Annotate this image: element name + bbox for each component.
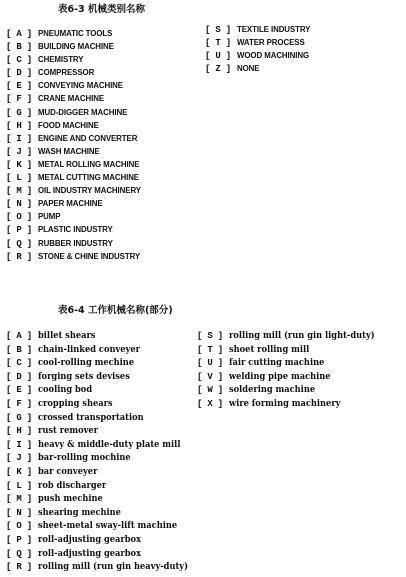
list-item	[197, 371, 391, 385]
item-name: shoet rolling mill	[229, 343, 310, 355]
item-code: [ H ]	[6, 120, 33, 131]
list-item	[6, 480, 205, 494]
item-name: wire forming machinery	[229, 397, 341, 409]
item-name: sheet-metal sway-lift machine	[38, 520, 178, 532]
item-code: [ B ]	[6, 42, 33, 53]
item-code: [ T ]	[197, 344, 224, 355]
item-code: [ N ]	[6, 507, 33, 518]
item-code: [ A ]	[6, 29, 33, 39]
list-item	[197, 357, 391, 371]
list-item	[6, 107, 150, 120]
item-code: [ N ]	[6, 199, 33, 210]
list-item	[6, 357, 205, 371]
list-item	[6, 185, 150, 198]
item-name: COMPRESSOR	[38, 67, 95, 78]
list-item	[6, 561, 205, 575]
item-code: [ I ]	[6, 133, 33, 144]
item-name: welding pipe machine	[229, 370, 331, 382]
list-item	[6, 41, 150, 54]
list-item	[6, 466, 205, 480]
item-code: [ M ]	[6, 494, 33, 505]
list-item	[6, 452, 205, 466]
list-item	[6, 534, 205, 548]
list-item	[6, 520, 205, 534]
item-name: roll-adjusting gearbox	[38, 547, 142, 559]
list-item	[6, 159, 150, 172]
item-name: FOOD MACHINE	[38, 119, 99, 130]
list-item	[6, 224, 150, 237]
item-name: WOOD MACHINING	[237, 50, 310, 61]
item-name: MUD-DIGGER MACHINE	[38, 106, 128, 117]
item-code: [ X ]	[197, 398, 224, 409]
list-item	[6, 238, 150, 251]
item-name: bar conveyer	[38, 465, 98, 477]
item-code: [ T ]	[205, 38, 232, 49]
item-code: [ G ]	[6, 412, 33, 423]
item-name: cropping shears	[38, 397, 113, 409]
item-name: chain-linked conveyer	[38, 343, 140, 355]
item-name: forging sets devises	[38, 370, 130, 382]
item-code: [ I ]	[6, 439, 33, 450]
item-name: BUILDING MACHINE	[38, 41, 114, 52]
item-code: [ F ]	[6, 94, 33, 105]
item-code: [ O ]	[6, 212, 33, 223]
list-item	[205, 24, 317, 37]
item-name: METAL ROLLING MACHINE	[38, 158, 140, 169]
item-name: PAPER MACHINE	[38, 198, 103, 209]
list-item	[6, 425, 205, 439]
item-name: NONE	[237, 63, 260, 74]
item-code: [ C ]	[6, 55, 33, 66]
item-code: [ G ]	[6, 107, 33, 118]
item-code: [ A ]	[6, 331, 33, 341]
item-code: [ V ]	[197, 371, 224, 382]
item-code: [ U ]	[205, 51, 232, 62]
item-code: [ J ]	[6, 146, 33, 157]
item-name: crossed transportation	[38, 411, 144, 423]
item-code: [ J ]	[6, 453, 33, 464]
item-name: rolling mill (run gin heavy-duty)	[38, 561, 189, 573]
item-name: soldering machine	[229, 384, 316, 396]
item-code: [ F ]	[6, 398, 33, 409]
item-code: [ D ]	[6, 371, 33, 382]
item-name: WATER PROCESS	[237, 37, 305, 48]
item-code: [ S ]	[197, 331, 224, 341]
table-6-3-caption: 表6-3 机械类别名称	[58, 4, 145, 15]
list-item	[6, 93, 150, 106]
list-item	[197, 384, 391, 398]
item-code: [ D ]	[6, 68, 33, 79]
item-name: OIL INDUSTRY MACHINERY	[38, 185, 141, 196]
item-code: [ W ]	[197, 385, 224, 396]
item-code: [ L ]	[6, 173, 33, 184]
table-6-4-right-list	[197, 330, 391, 412]
list-item	[6, 28, 150, 41]
item-code: [ R ]	[6, 251, 33, 262]
item-name: fair cutting machine	[229, 357, 325, 369]
item-code: [ E ]	[6, 385, 33, 396]
item-name: bar-rolling mochine	[38, 452, 131, 464]
list-item	[197, 398, 391, 412]
item-name: PLASTIC INDUSTRY	[38, 224, 113, 235]
list-item	[6, 211, 150, 224]
table-6-3-right-list	[205, 24, 317, 76]
item-code: [ K ]	[6, 159, 33, 170]
item-name: STONE & CHINE INDUSTRY	[38, 250, 141, 261]
item-code: [ P ]	[6, 225, 33, 236]
item-name: shearing mechine	[38, 506, 121, 518]
item-code: [ O ]	[6, 521, 33, 532]
item-name: rob discharger	[38, 479, 107, 491]
list-item	[6, 493, 205, 507]
table-6-4-left-list	[6, 330, 205, 575]
item-name: CHEMISTRY	[38, 54, 84, 65]
item-name: WASH MACHINE	[38, 145, 100, 156]
list-item	[205, 50, 317, 63]
item-name: billet shears	[38, 330, 96, 341]
item-code: [ B ]	[6, 344, 33, 355]
item-code: [ U ]	[197, 358, 224, 369]
list-item	[6, 371, 205, 385]
item-name: PUMP	[38, 211, 61, 222]
list-item	[6, 398, 205, 412]
list-item	[6, 412, 205, 426]
list-item	[6, 439, 205, 453]
list-item	[6, 548, 205, 562]
item-name: RUBBER INDUSTRY	[38, 237, 113, 248]
item-name: cooling bod	[38, 384, 93, 396]
item-code: [ R ]	[6, 562, 33, 573]
list-item	[6, 133, 150, 146]
item-code: [ L ]	[6, 480, 33, 491]
item-name: rust remover	[38, 425, 99, 437]
list-item	[6, 344, 205, 358]
list-item	[197, 344, 391, 358]
list-item	[205, 37, 317, 50]
item-name: heavy & middle-duty plate mill	[38, 438, 181, 450]
item-code: [ S ]	[205, 25, 232, 35]
list-item	[6, 54, 150, 67]
item-code: [ Z ]	[205, 64, 232, 75]
item-code: [ M ]	[6, 186, 33, 197]
item-name: ENGINE AND CONVERTER	[38, 132, 138, 143]
list-item	[205, 63, 317, 76]
list-item	[6, 384, 205, 398]
item-name: CONVEYING MACHINE	[38, 80, 123, 91]
table-6-4-caption: 表6-4 工作机械名称(部分)	[58, 305, 173, 316]
list-item	[6, 251, 150, 264]
item-code: [ E ]	[6, 81, 33, 92]
item-name: push mechine	[38, 493, 103, 505]
list-item	[6, 507, 205, 521]
item-name: cool-rolling mechine	[38, 357, 135, 369]
list-item	[6, 80, 150, 93]
list-item	[6, 120, 150, 133]
item-name: rolling mill (run gin light-duty)	[229, 330, 375, 341]
item-code: [ K ]	[6, 466, 33, 477]
item-code: [ H ]	[6, 426, 33, 437]
list-item	[6, 330, 205, 344]
list-item	[6, 172, 150, 185]
item-code: [ P ]	[6, 534, 33, 545]
list-item	[6, 146, 150, 159]
item-code: [ C ]	[6, 358, 33, 369]
item-name: CRANE MACHINE	[38, 93, 105, 104]
list-item	[6, 198, 150, 211]
item-name: PNEUMATIC TOOLS	[38, 28, 113, 38]
item-name: roll-adjusting gearbox	[38, 533, 142, 545]
item-name: TEXTILE INDUSTRY	[237, 24, 311, 34]
list-item	[197, 330, 391, 344]
item-name: METAL CUTTING MACHINE	[38, 172, 139, 183]
table-6-3-left-list	[6, 28, 150, 264]
item-code: [ Q ]	[6, 548, 33, 559]
list-item	[6, 67, 150, 80]
item-code: [ Q ]	[6, 238, 33, 249]
